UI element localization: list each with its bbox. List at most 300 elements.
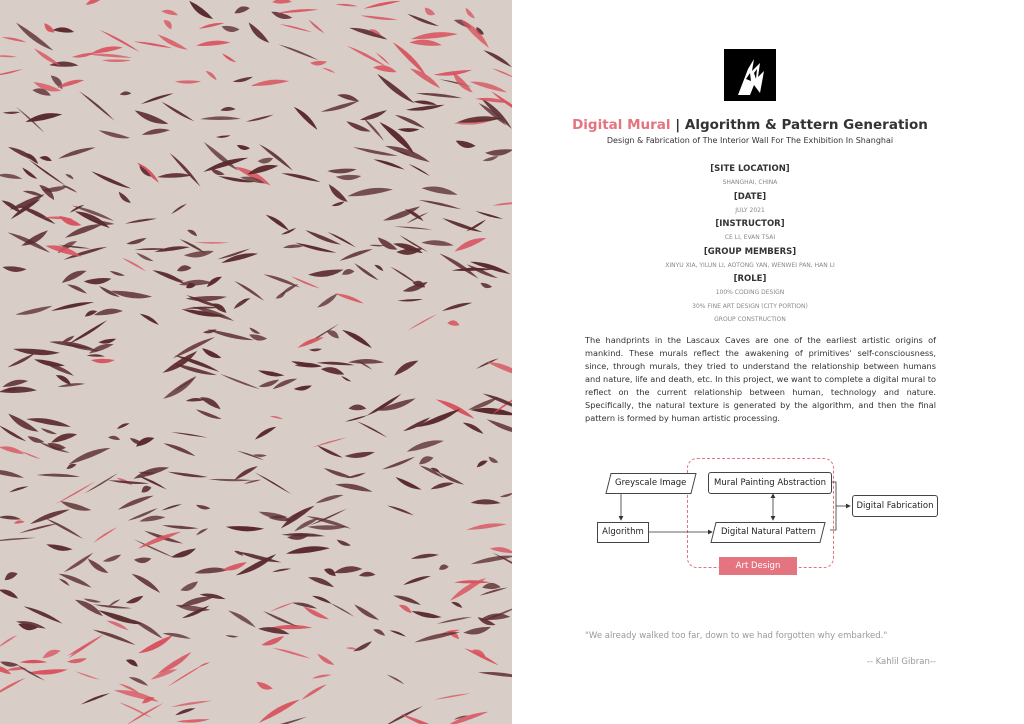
mural-stroke <box>485 148 512 157</box>
mural-stroke <box>216 135 231 139</box>
mural-stroke <box>125 702 164 724</box>
mural-stroke <box>277 8 319 14</box>
mural-stroke <box>42 22 56 35</box>
mural-stroke <box>349 25 389 41</box>
mural-stroke <box>339 247 374 262</box>
mural-stroke <box>113 686 159 703</box>
mural-stroke <box>46 543 73 553</box>
quote-author: -- Kahlil Gibran-- <box>866 657 936 667</box>
mural-stroke <box>373 157 405 170</box>
mural-stroke <box>462 420 485 435</box>
mural-stroke <box>307 574 335 589</box>
mural-stroke <box>0 172 23 180</box>
mural-stroke <box>57 145 96 160</box>
mural-stroke <box>179 237 207 254</box>
mural-stroke <box>312 594 333 605</box>
mural-stroke <box>198 661 210 667</box>
mural-stroke <box>18 522 59 534</box>
digital-fabrication-node <box>852 495 938 517</box>
mural-stroke <box>196 39 231 47</box>
mural-stroke <box>382 456 416 472</box>
mural-stroke <box>67 444 111 466</box>
mural-stroke <box>156 33 188 52</box>
mural-stroke <box>126 595 145 606</box>
mural-stroke <box>172 335 216 360</box>
greyscale-image-label: Greyscale Image <box>615 478 687 488</box>
mural-stroke <box>421 239 454 247</box>
mural-stroke <box>80 692 110 706</box>
mural-stroke <box>295 242 337 255</box>
mural-stroke <box>136 160 161 183</box>
mural-stroke <box>93 307 123 317</box>
date-value: JULY 2021 <box>735 206 765 214</box>
mural-stroke <box>2 36 27 43</box>
mural-stroke <box>463 625 492 637</box>
mural-stroke <box>102 59 131 62</box>
mural-stroke <box>0 515 21 521</box>
mural-stroke <box>176 264 192 273</box>
mural-stroke <box>293 384 312 392</box>
mural-stroke <box>281 227 297 236</box>
mural-stroke <box>293 104 320 130</box>
mural-stroke <box>176 718 210 723</box>
mural-stroke <box>53 26 75 33</box>
mural-stroke <box>227 608 257 629</box>
mural-stroke <box>2 265 27 273</box>
mural-stroke <box>98 129 131 141</box>
mural-stroke <box>116 421 130 429</box>
mural-stroke <box>84 308 98 317</box>
role-value-coding: 100% CODING DESIGN <box>715 289 785 296</box>
mural-stroke <box>157 172 192 178</box>
mural-stroke <box>208 478 253 481</box>
mural-stroke <box>118 701 153 719</box>
mural-stroke <box>487 456 499 465</box>
mural-stroke <box>84 472 118 494</box>
mural-stroke <box>49 339 94 350</box>
mural-stroke <box>219 373 260 390</box>
mural-stroke <box>272 0 292 4</box>
mural-stroke <box>480 282 493 290</box>
mural-stroke <box>434 692 471 700</box>
mural-stroke <box>310 60 327 66</box>
mural-stroke <box>304 229 341 247</box>
mural-stroke <box>205 274 223 288</box>
mural-stroke <box>108 435 121 441</box>
mural-stroke <box>438 563 449 571</box>
mural-stroke <box>0 467 25 479</box>
mural-stroke <box>132 463 169 480</box>
mural-stroke <box>296 335 324 349</box>
mural-stroke <box>341 327 374 349</box>
mural-stroke <box>122 257 147 272</box>
mural-stroke <box>90 44 123 55</box>
mural-stroke <box>232 76 253 84</box>
mural-stroke <box>194 242 229 244</box>
mural-stroke <box>483 48 512 68</box>
mural-stroke <box>331 201 345 208</box>
mural-stroke <box>170 547 197 561</box>
mural-stroke <box>418 198 462 210</box>
mural-stroke <box>387 504 414 516</box>
mural-stroke <box>323 467 354 481</box>
mural-stroke <box>134 557 152 564</box>
mural-stroke <box>0 676 26 697</box>
mural-stroke <box>437 615 473 624</box>
mural-stroke <box>171 431 208 438</box>
mural-stroke <box>392 357 420 377</box>
mural-stroke <box>409 38 442 47</box>
mural-stroke <box>86 354 105 357</box>
mural-stroke <box>0 660 19 668</box>
mural-stroke <box>327 231 357 248</box>
mural-stroke <box>394 113 426 130</box>
mural-stroke <box>490 545 512 554</box>
group-members-value: XINYU XIA, YILUN LI, AOTONG YAN, WENWEI PAN, HAN LI <box>665 261 835 269</box>
mural-stroke <box>236 144 250 151</box>
mural-stroke <box>257 157 274 165</box>
digital-fabrication-label: Digital Fabrication <box>856 501 934 511</box>
mural-stroke <box>187 0 215 22</box>
mural-stroke <box>492 67 512 78</box>
mural-stroke <box>45 242 82 258</box>
mural-stroke <box>322 67 336 74</box>
mural-stroke <box>13 520 24 525</box>
mural-stroke <box>272 567 291 572</box>
role-value-fine-art: 30% FINE ART DESIGN (CITY PORTION) <box>692 302 808 310</box>
mural-stroke <box>270 415 284 420</box>
mural-stroke <box>485 418 512 437</box>
mural-stroke <box>85 0 102 6</box>
mural-stroke <box>407 313 438 331</box>
site-location-label: [SITE LOCATION] <box>710 164 790 174</box>
algorithm-node <box>597 522 649 543</box>
mural-stroke <box>25 110 63 124</box>
mural-stroke <box>2 377 29 388</box>
mural-stroke <box>335 481 374 494</box>
mural-stroke <box>363 0 401 10</box>
mural-stroke <box>359 109 388 123</box>
mural-stroke <box>135 252 154 263</box>
mural-stroke <box>458 16 492 50</box>
mural-stroke <box>251 78 290 88</box>
mural-stroke <box>308 268 344 279</box>
mural-stroke <box>92 526 117 543</box>
mural-stroke <box>0 537 36 542</box>
mural-stroke <box>140 484 152 494</box>
mural-stroke <box>359 571 376 577</box>
mural-stroke <box>356 420 387 438</box>
role-label: [ROLE] <box>733 274 767 284</box>
mural-stroke <box>169 151 202 187</box>
mural-stroke <box>161 503 182 511</box>
mural-stroke <box>172 362 217 378</box>
mural-stroke <box>389 629 406 637</box>
mural-stroke <box>344 451 375 460</box>
mural-stroke <box>133 109 169 128</box>
mural-stroke <box>117 191 132 205</box>
mural-stroke <box>439 251 480 280</box>
mural-stroke <box>184 249 215 259</box>
site-location-value: SHANGHAI, CHINA <box>722 179 778 186</box>
mural-stroke <box>261 635 286 649</box>
mural-stroke <box>387 673 406 684</box>
mural-stroke <box>162 18 174 31</box>
mural-stroke <box>316 653 335 668</box>
mural-stroke <box>93 604 132 610</box>
mural-stroke <box>137 529 182 550</box>
mural-stroke <box>3 570 19 582</box>
mural-stroke <box>125 657 139 668</box>
mural-stroke <box>320 100 360 115</box>
mural-stroke <box>13 347 60 357</box>
mural-stroke <box>90 170 131 191</box>
mural-stroke <box>79 90 116 121</box>
mural-stroke <box>416 91 463 99</box>
mural-stroke <box>161 101 195 123</box>
mural-stroke <box>336 175 362 181</box>
mural-stroke <box>102 553 122 564</box>
mural-stroke <box>67 634 105 658</box>
mural-stroke <box>21 167 38 181</box>
mural-stroke <box>433 69 472 78</box>
mural-stroke <box>220 106 236 111</box>
mural-stroke <box>375 52 390 66</box>
mural-stroke <box>72 51 96 59</box>
mural-stroke <box>57 382 85 388</box>
mural-stroke <box>67 282 89 294</box>
mural-stroke <box>23 604 64 625</box>
project-description: The handprints in the Lascaux Caves are one of the earliest artistic origins of mankind. These murals reflect the awakening of primitives' self-consciousness, since, through murals, they tried to understand the relationship between humans and nature, life and death, etc. In this project, we want to complete a digital mural to reflect on the current relationship between human, technology and nature. Specifically, the natural texture is generated by the algorithm, and then the final pattern is formed by human artistic processing. <box>585 335 936 423</box>
mural-stroke <box>360 15 398 22</box>
mural-stroke <box>475 210 503 220</box>
mural-stroke <box>170 699 212 708</box>
mural-stroke <box>67 657 88 664</box>
mural-stroke <box>353 640 374 654</box>
mural-stroke <box>246 114 274 123</box>
mural-stroke <box>492 551 512 573</box>
mural-stroke <box>393 593 422 606</box>
mural-stroke <box>257 369 284 378</box>
greyscale-image-node <box>605 473 696 494</box>
mural-stroke <box>394 476 422 493</box>
mural-stroke <box>346 44 387 67</box>
mural-stroke <box>410 552 439 560</box>
mural-stroke <box>226 525 265 532</box>
mural-stroke <box>131 617 164 640</box>
mural-stroke <box>406 13 439 28</box>
mural-stroke <box>316 361 354 366</box>
mural-stroke <box>63 552 94 574</box>
mural-stroke <box>405 437 444 454</box>
mural-stroke <box>175 80 201 83</box>
mural-stroke <box>36 473 80 478</box>
mural-stroke <box>65 173 75 180</box>
mural-stroke <box>482 583 501 590</box>
mural-stroke <box>448 575 488 603</box>
mural-stroke <box>210 168 226 178</box>
mural-stroke <box>109 270 125 277</box>
mural-stroke <box>455 139 476 150</box>
mural-stroke <box>57 214 82 229</box>
mural-stroke <box>200 116 241 120</box>
page-title <box>512 117 988 133</box>
role-value-construction: GROUP CONSTRUCTION <box>714 316 786 323</box>
mural-stroke <box>478 670 512 679</box>
instructor-label: [INSTRUCTOR] <box>715 219 785 229</box>
mural-stroke <box>272 646 312 659</box>
mural-stroke <box>253 424 277 441</box>
mural-stroke <box>179 279 213 287</box>
mural-stroke <box>263 272 301 288</box>
mural-stroke <box>163 441 197 457</box>
mural-stroke <box>255 471 292 494</box>
mural-stroke <box>198 21 225 30</box>
mural-stroke <box>108 480 150 486</box>
mural-stroke <box>139 312 160 326</box>
mural-stroke <box>466 521 507 531</box>
mural-stroke <box>167 471 208 479</box>
title-main: Algorithm & Pattern Generation <box>684 117 928 133</box>
mural-stroke <box>447 319 460 326</box>
page-subtitle: Design & Fabrication of The Interior Wall For The Exhibition In Shanghai <box>606 136 894 145</box>
mural-stroke <box>345 415 369 423</box>
mural-stroke <box>205 69 218 81</box>
title-accent: Digital Mural <box>572 117 671 133</box>
mural-stroke <box>20 660 47 663</box>
title-separator: | <box>670 117 685 133</box>
mural-stroke <box>290 276 320 290</box>
mural-stroke <box>336 539 352 548</box>
mural-stroke <box>286 544 331 555</box>
mural-stroke <box>348 359 384 364</box>
mural-stroke <box>15 304 53 317</box>
mural-stroke <box>416 407 462 430</box>
mural-stroke <box>41 647 61 660</box>
mural-stroke <box>292 600 318 609</box>
mural-stroke <box>221 25 240 34</box>
mural-stroke <box>29 506 71 525</box>
quote-text: "We already walked too far, down to we had forgotten why embarked." <box>585 631 888 641</box>
mural-stroke <box>346 472 366 480</box>
mural-stroke <box>3 111 21 114</box>
process-diagram <box>588 454 938 580</box>
mural-stroke <box>316 445 343 460</box>
mural-stroke <box>430 480 455 490</box>
mural-stroke <box>179 580 199 594</box>
mural-stroke <box>337 92 360 103</box>
mural-stroke <box>243 479 261 485</box>
project-info-panel <box>512 0 1024 724</box>
mural-stroke <box>373 63 398 73</box>
mural-stroke <box>390 265 419 285</box>
mural-stroke <box>307 19 325 35</box>
mural-stroke <box>131 571 163 594</box>
mural-stroke <box>334 291 364 304</box>
mural-stroke <box>374 263 385 272</box>
mural-stroke <box>278 43 320 61</box>
digital-natural-pattern-label: Digital Natural Pattern <box>720 527 816 537</box>
mural-stroke <box>327 168 357 174</box>
mural-stroke <box>469 78 508 93</box>
mural-stroke <box>162 375 199 403</box>
date-label: [DATE] <box>733 191 767 202</box>
mural-stroke <box>417 454 434 466</box>
mural-stroke <box>463 7 475 20</box>
mural-stroke <box>312 436 347 447</box>
mural-stroke <box>0 587 20 600</box>
mural-stroke <box>255 680 273 692</box>
mural-stroke <box>202 141 240 173</box>
mural-stroke <box>316 292 339 310</box>
mural-stroke <box>60 267 88 285</box>
mural-stroke <box>326 328 341 340</box>
mural-stroke <box>269 601 296 613</box>
mural-stroke <box>281 171 321 183</box>
mural-stroke <box>397 299 423 303</box>
mural-stroke <box>353 603 380 622</box>
mural-stroke <box>423 6 437 18</box>
mural-stroke <box>117 493 155 511</box>
mural-stroke <box>20 450 41 460</box>
mural-stroke <box>311 673 331 679</box>
mural-stroke <box>39 154 52 162</box>
mural-stroke <box>140 92 174 105</box>
mural-stroke <box>26 415 72 428</box>
mural-stroke <box>326 183 349 205</box>
mural-stroke <box>119 91 131 96</box>
mural-stroke <box>411 610 442 621</box>
group-members-label: [GROUP MEMBERS] <box>703 246 797 257</box>
mural-stroke <box>333 565 362 575</box>
mural-stroke <box>347 185 393 198</box>
mural-stroke <box>50 300 94 312</box>
mural-stroke <box>137 633 175 656</box>
digital-natural-pattern-node <box>710 522 825 543</box>
logo-icon <box>724 49 776 101</box>
mural-stroke <box>500 492 512 498</box>
mural-stroke <box>454 580 490 583</box>
mural-stroke <box>398 128 420 132</box>
mural-stroke <box>279 23 313 33</box>
mural-stroke <box>27 159 66 187</box>
mural-stroke <box>398 602 413 614</box>
mural-stroke <box>107 598 120 607</box>
mural-stroke <box>0 69 23 78</box>
algorithm-label: Algorithm <box>602 527 644 537</box>
mural-stroke <box>0 634 18 648</box>
art-design-label: Art Design <box>719 557 797 575</box>
mural-stroke <box>373 627 387 637</box>
mural-stroke <box>413 99 437 106</box>
mural-stroke <box>174 706 195 716</box>
mural-stroke <box>9 485 29 493</box>
mural-stroke <box>419 464 445 479</box>
mural-stroke <box>91 359 115 364</box>
mural-stroke <box>375 73 416 107</box>
mural-stroke <box>421 184 458 197</box>
mural-stroke <box>126 237 148 247</box>
mural-stroke <box>23 189 45 198</box>
mural-stroke <box>408 163 430 177</box>
mural-stroke <box>234 279 266 301</box>
mural-stroke <box>84 277 112 286</box>
mural-stroke <box>186 295 228 302</box>
mural-stroke <box>194 566 228 574</box>
mural-stroke <box>24 151 40 165</box>
mural-stroke <box>265 212 291 232</box>
mural-stroke <box>411 30 459 41</box>
